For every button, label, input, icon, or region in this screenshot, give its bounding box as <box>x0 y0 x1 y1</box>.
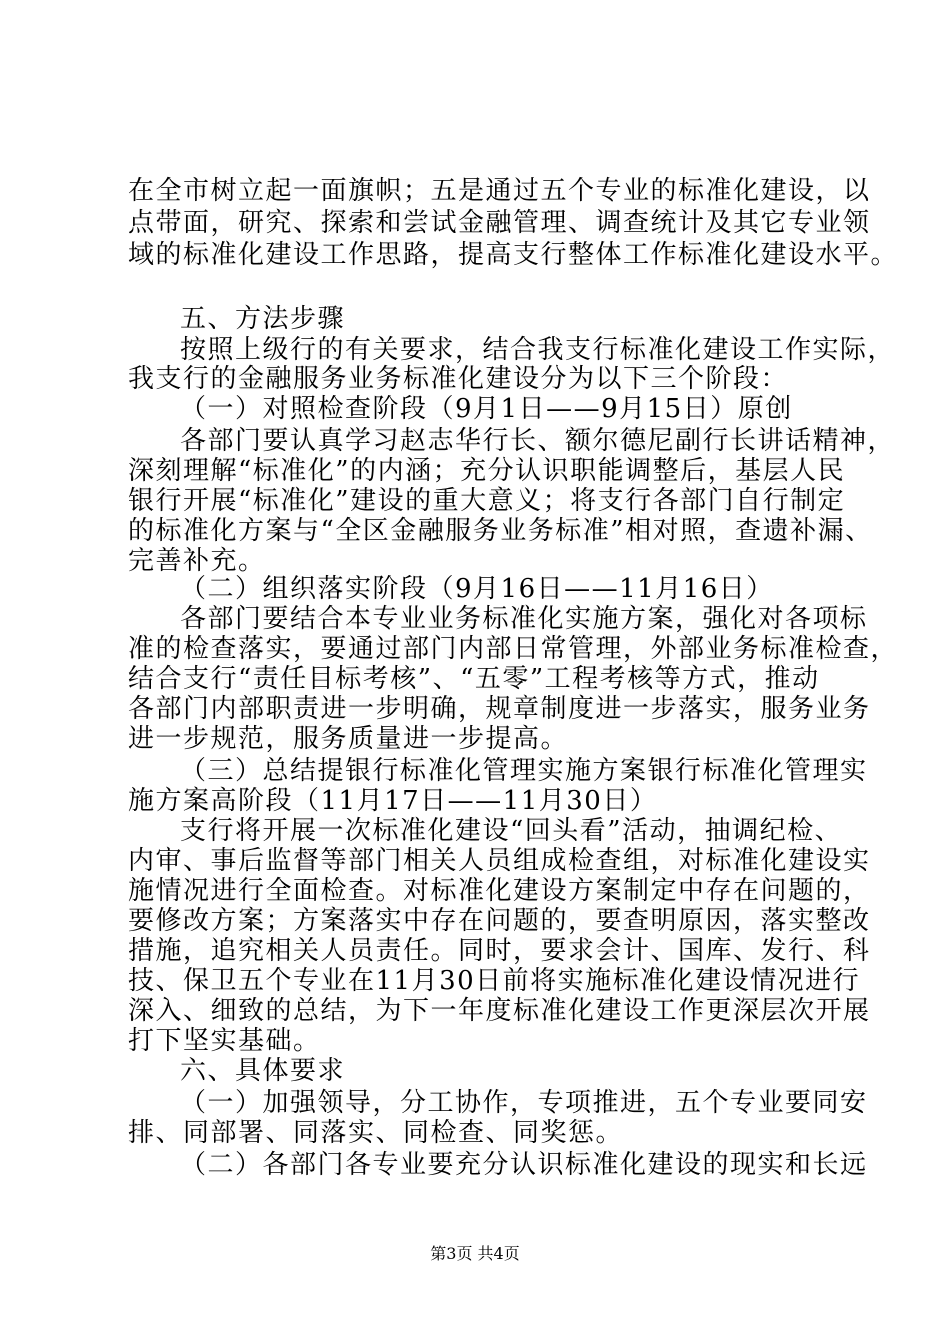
text-line: 支行将开展一次标准化建设“回头看”活动，抽调纪检、 <box>180 816 843 846</box>
subsection-heading: （三）总结提银行标准化管理实施方案银行标准化管理实 <box>180 756 868 786</box>
text-line: 点带面，研究、探索和尝试金融管理、调查统计及其它专业领 <box>128 208 871 238</box>
text-line: 技、保卫五个专业在11月30日前将实施标准化建设情况进行 <box>128 966 861 996</box>
text-line: 按照上级行的有关要求，结合我支行标准化建设工作实际， <box>180 335 896 365</box>
text-line: 进一步规范，服务质量进一步提高。 <box>128 724 569 754</box>
section-heading: 六、具体要求 <box>180 1056 346 1086</box>
text-line: （一）加强领导，分工协作，专项推进，五个专业要同安 <box>180 1088 868 1118</box>
page-footer: 第3页 共4页 <box>430 1244 520 1263</box>
text-line: 各部门内部职责进一步明确，规章制度进一步落实，服务业务 <box>128 694 871 724</box>
text-line: 各部门要认真学习赵志华行长、额尔德尼副行长讲话精神， <box>180 426 896 456</box>
text-line: 措施，追究相关人员责任。同时，要求会计、国库、发行、科 <box>128 936 871 966</box>
text-line: 完善补充。 <box>128 546 266 576</box>
text-line: 施方案高阶段（11月17日——11月30日） <box>128 786 658 816</box>
text-line: 深入、细致的总结，为下一年度标准化建设工作更深层次开展 <box>128 996 871 1026</box>
section-heading: 五、方法步骤 <box>180 304 346 334</box>
text-line: 银行开展“标准化”建设的重大意义；将支行各部门自行制定 <box>128 486 846 516</box>
text-line: 在全市树立起一面旗帜；五是通过五个专业的标准化建设，以 <box>128 176 871 206</box>
text-line: 准的检查落实，要通过部门内部日常管理，外部业务标准检查， <box>128 634 899 664</box>
text-line: 施情况进行全面检查。对标准化建设方案制定中存在问题的， <box>128 876 871 906</box>
text-line: 要修改方案；方案落实中存在问题的，要查明原因，落实整改 <box>128 906 871 936</box>
text-line: 打下坚实基础。 <box>128 1026 321 1056</box>
text-line: 内审、事后监督等部门相关人员组成检查组，对标准化建设实 <box>128 846 871 876</box>
subsection-heading: （二）组织落实阶段（9月16日——11月16日） <box>180 574 774 604</box>
text-line: 排、同部署、同落实、同检查、同奖惩。 <box>128 1118 624 1148</box>
text-line: （二）各部门各专业要充分认识标准化建设的现实和长远 <box>180 1150 868 1180</box>
subsection-heading: （一）对照检查阶段（9月1日——9月15日）原创 <box>180 394 793 424</box>
text-line: 域的标准化建设工作思路，提高支行整体工作标准化建设水平。 <box>128 240 899 270</box>
text-line: 我支行的金融服务业务标准化建设分为以下三个阶段： <box>128 364 789 394</box>
text-line: 深刻理解“标准化”的内涵；充分认识职能调整后，基层人民 <box>128 456 846 486</box>
text-line: 的标准化方案与“全区金融服务业务标准”相对照，查遗补漏、 <box>128 516 873 546</box>
text-line: 结合支行“责任目标考核”、“五零”工程考核等方式，推动 <box>128 664 820 694</box>
text-line: 各部门要结合本专业业务标准化实施方案，强化对各项标 <box>180 604 868 634</box>
